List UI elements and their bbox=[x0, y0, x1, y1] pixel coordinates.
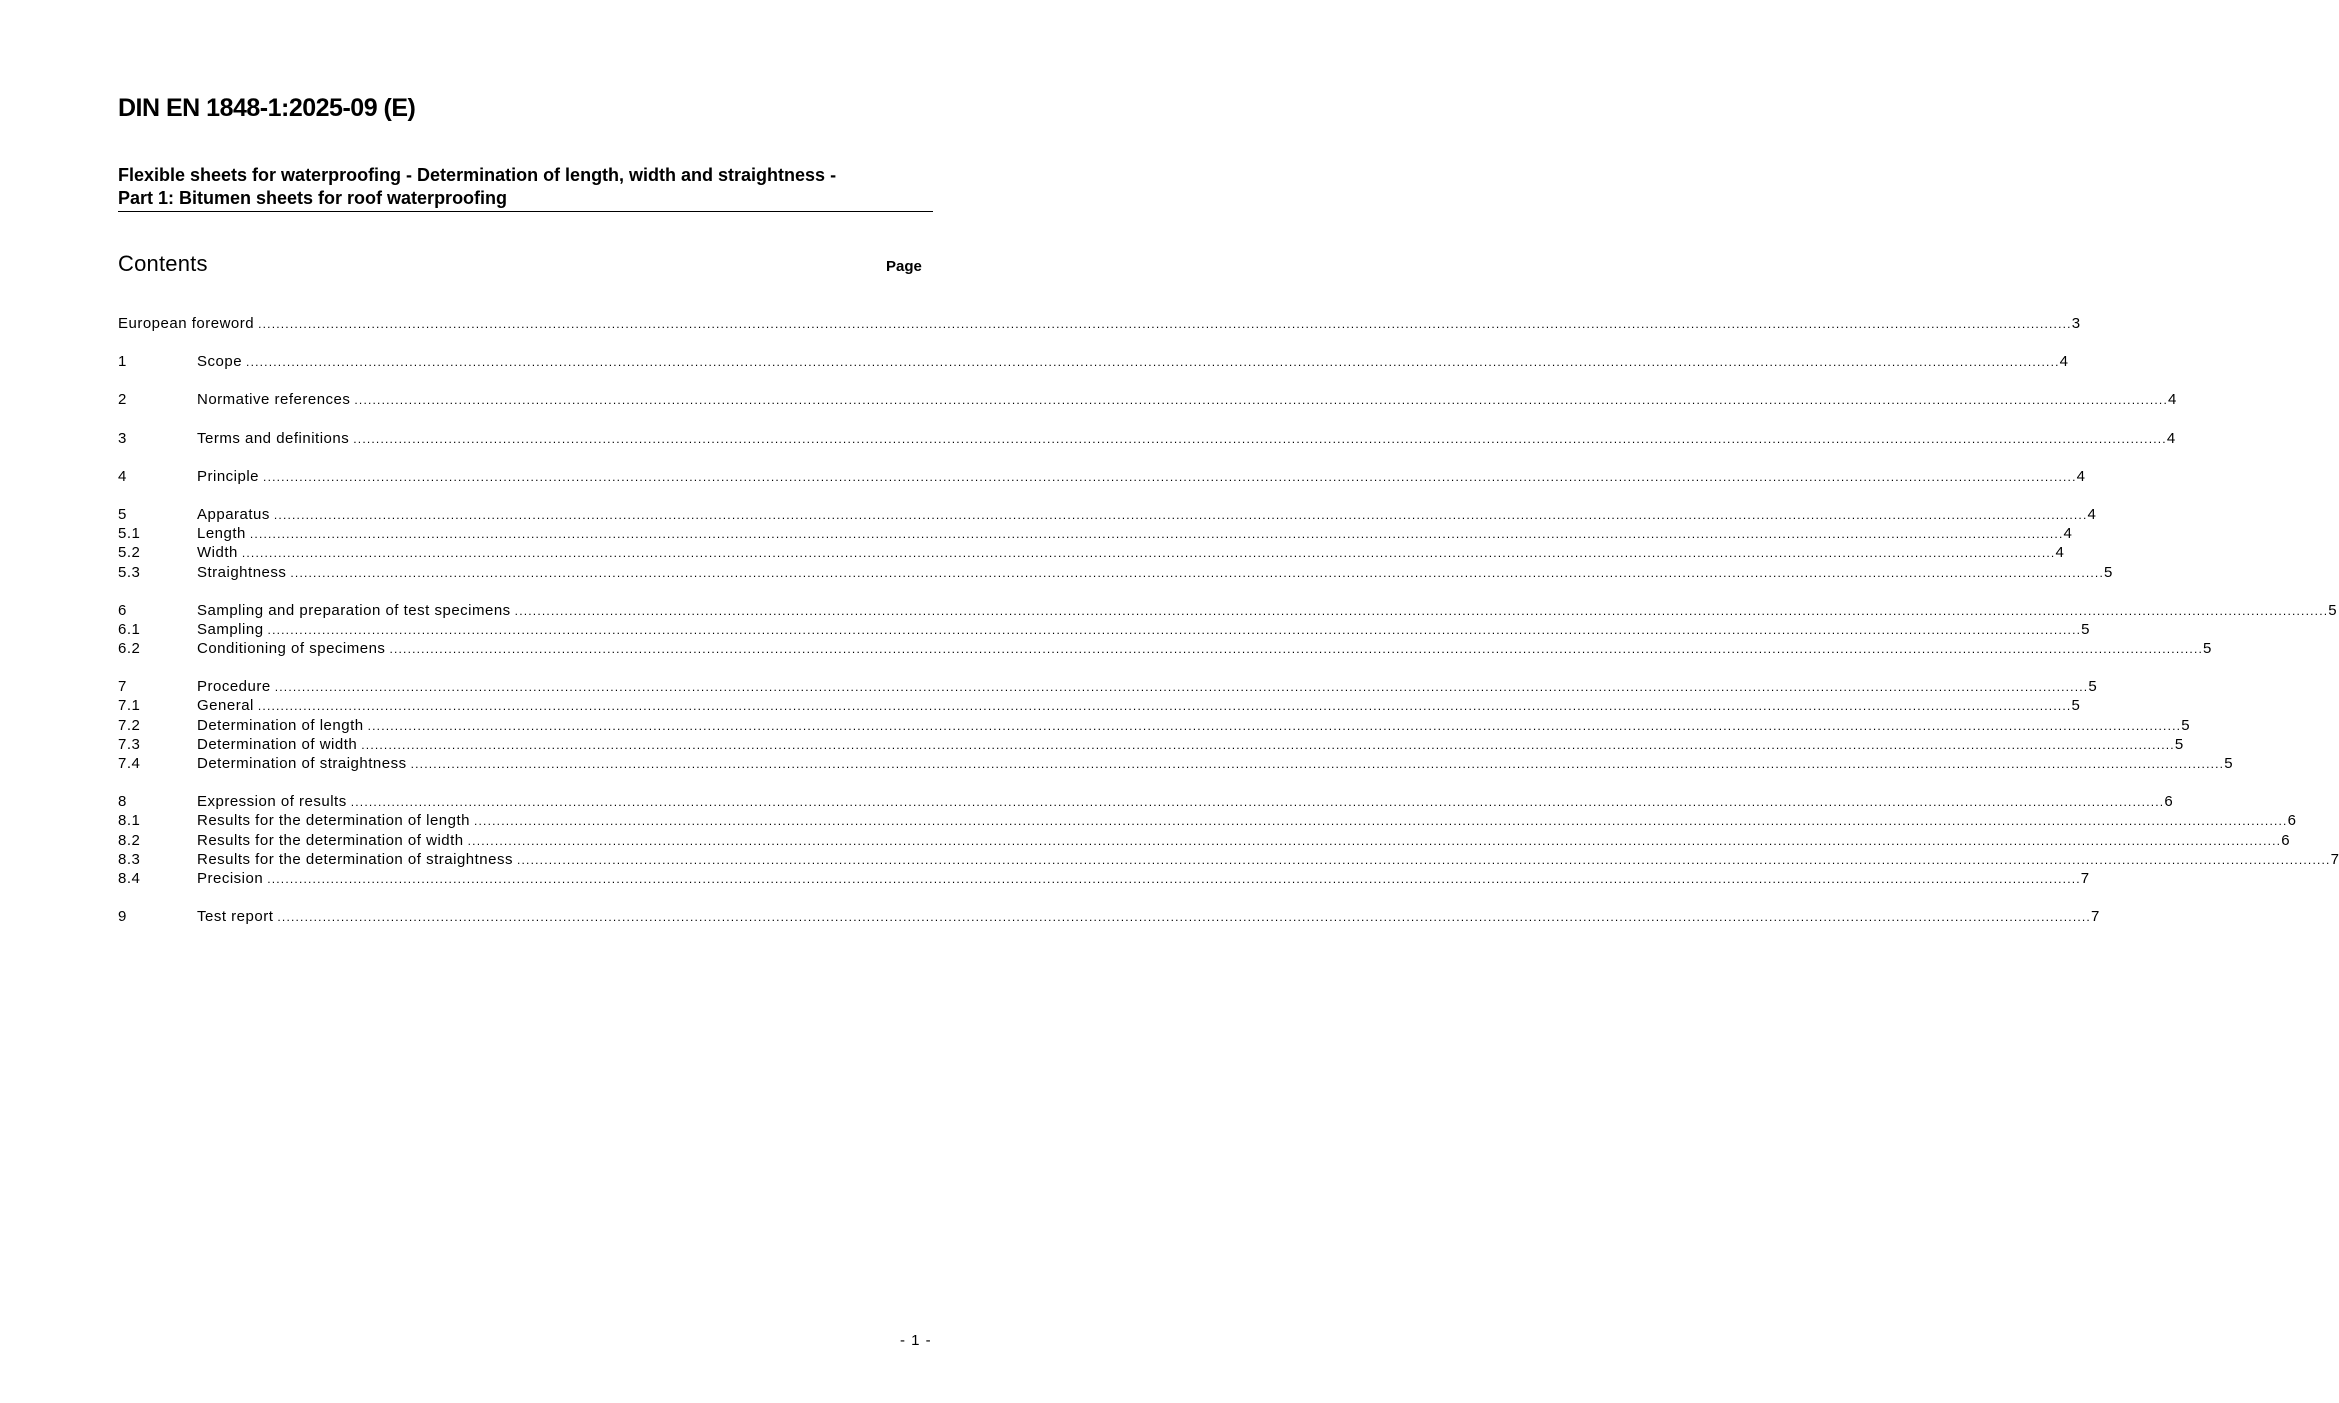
document-id: DIN EN 1848-1:2025-09 (E) bbox=[118, 94, 416, 122]
toc-entry-title: Results for the determination of length bbox=[197, 812, 470, 830]
toc-entry-page: 4 bbox=[2059, 353, 2069, 371]
toc-dot-leader: ................................................................................................................................................................................................................................................................................................................................................................................................................ bbox=[274, 680, 2089, 695]
toc-entry[interactable] bbox=[118, 601, 2338, 620]
toc-entry-number: 4 bbox=[118, 467, 127, 485]
toc-entry[interactable] bbox=[118, 639, 2212, 658]
toc-entry[interactable] bbox=[118, 696, 2081, 715]
toc-entry-page: 7 bbox=[2080, 869, 2090, 887]
contents-heading: Contents bbox=[118, 251, 208, 276]
toc-dot-leader: ................................................................................................................................................................................................................................................................................................................................................................................................................ bbox=[257, 699, 2072, 714]
document-title bbox=[118, 164, 933, 212]
toc-entry-page: 7 bbox=[2090, 908, 2100, 926]
toc-entry-title: Determination of straightness bbox=[197, 755, 407, 772]
toc-entry-page: 4 bbox=[2087, 505, 2097, 523]
toc-entry-page: 5 bbox=[2181, 716, 2191, 734]
toc-entry-title: Test report bbox=[197, 908, 274, 926]
toc-entry-page: 6 bbox=[2281, 831, 2291, 849]
toc-entry[interactable] bbox=[118, 716, 2191, 735]
toc-entry-number: 7.4 bbox=[118, 755, 141, 772]
toc-entry-page: 4 bbox=[2055, 544, 2065, 562]
toc-entry-number: 7.3 bbox=[118, 735, 141, 753]
toc-entry-title: Principle bbox=[197, 467, 260, 485]
toc-entry-number: 8.3 bbox=[118, 850, 141, 868]
toc-entry[interactable] bbox=[118, 831, 2291, 850]
toc-entry-title: Results for the determination of width bbox=[197, 831, 464, 849]
toc-entry-title: Results for the determination of straightness bbox=[197, 850, 513, 868]
toc-dot-leader: ................................................................................................................................................................................................................................................................................................................................................................................................................ bbox=[249, 527, 2064, 542]
toc-entry-number: 8.4 bbox=[118, 869, 141, 887]
toc-dot-leader: ................................................................................................................................................................................................................................................................................................................................................................................................................ bbox=[473, 814, 2288, 829]
toc-entry[interactable] bbox=[118, 467, 2086, 486]
toc-entry-page: 6 bbox=[2164, 793, 2174, 811]
toc-entry-number: 8 bbox=[118, 793, 127, 811]
toc-dot-leader: ................................................................................................................................................................................................................................................................................................................................................................................................................ bbox=[354, 393, 2168, 408]
toc-dot-leader: ................................................................................................................................................................................................................................................................................................................................................................................................................ bbox=[267, 622, 2082, 637]
toc-entry-number: 3 bbox=[118, 429, 127, 447]
toc-entry-number: 5.3 bbox=[118, 563, 141, 581]
toc-entry[interactable] bbox=[118, 524, 2073, 543]
table-of-contents bbox=[118, 314, 2339, 926]
toc-entry-title: Determination of width bbox=[197, 735, 358, 753]
toc-entry-title: Procedure bbox=[197, 678, 271, 696]
toc-entry-page: 5 bbox=[2071, 697, 2081, 715]
toc-entry-page: 5 bbox=[2203, 640, 2212, 658]
toc-dot-leader: ................................................................................................................................................................................................................................................................................................................................................................................................................ bbox=[246, 355, 2060, 370]
toc-entry-title: European foreword bbox=[118, 315, 255, 332]
toc-entry-title: Apparatus bbox=[197, 505, 270, 523]
toc-dot-leader: ................................................................................................................................................................................................................................................................................................................................................................................................................ bbox=[514, 603, 2329, 618]
toc-entry-number: 8.1 bbox=[118, 812, 141, 830]
title-line-2: Part 1: Bitumen sheets for roof waterproofing bbox=[118, 188, 508, 208]
toc-entry[interactable] bbox=[118, 850, 2339, 869]
toc-entry[interactable] bbox=[118, 352, 2069, 371]
toc-entry-title: Length bbox=[197, 525, 246, 543]
toc-entry-title: Expression of results bbox=[197, 793, 347, 811]
toc-entry-number: 6.2 bbox=[118, 640, 141, 658]
toc-entry-page: 7 bbox=[2330, 850, 2339, 868]
toc-entry-page: 4 bbox=[2063, 525, 2073, 543]
toc-entry-title: Precision bbox=[197, 869, 264, 887]
toc-entry-number: 2 bbox=[118, 391, 127, 409]
toc-entry-page: 3 bbox=[2071, 315, 2081, 332]
toc-dot-leader: ................................................................................................................................................................................................................................................................................................................................................................................................................ bbox=[241, 546, 2056, 561]
toc-entry-page: 5 bbox=[2088, 678, 2098, 696]
toc-entry-title: Sampling bbox=[197, 620, 264, 638]
toc-dot-leader: ................................................................................................................................................................................................................................................................................................................................................................................................................ bbox=[267, 871, 2081, 886]
toc-entry-title: Sampling and preparation of test specimens bbox=[197, 601, 511, 619]
toc-entry-title: Scope bbox=[197, 353, 243, 371]
toc-entry-page: 6 bbox=[2287, 812, 2297, 830]
toc-dot-leader: ................................................................................................................................................................................................................................................................................................................................................................................................................ bbox=[361, 737, 2175, 752]
toc-entry-number: 1 bbox=[118, 353, 127, 371]
toc-entry-number: 6 bbox=[118, 601, 127, 619]
toc-entry-title: Determination of length bbox=[197, 716, 364, 734]
toc-entry[interactable] bbox=[118, 754, 2234, 773]
toc-dot-leader: ................................................................................................................................................................................................................................................................................................................................................................................................................ bbox=[516, 852, 2331, 867]
toc-entry-title: Terms and definitions bbox=[197, 429, 350, 447]
toc-dot-leader: ................................................................................................................................................................................................................................................................................................................................................................................................................ bbox=[467, 833, 2282, 848]
toc-entry-number: 6.1 bbox=[118, 620, 141, 638]
toc-entry[interactable] bbox=[118, 620, 2090, 639]
toc-entry-number: 7.2 bbox=[118, 716, 141, 734]
toc-entry[interactable] bbox=[118, 505, 2097, 524]
toc-dot-leader: ................................................................................................................................................................................................................................................................................................................................................................................................................ bbox=[353, 431, 2167, 446]
toc-entry-page: 5 bbox=[2174, 735, 2184, 753]
toc-entry-page: 4 bbox=[2166, 429, 2176, 447]
toc-dot-leader: ................................................................................................................................................................................................................................................................................................................................................................................................................ bbox=[367, 718, 2182, 733]
toc-entry-title: Width bbox=[197, 544, 238, 562]
toc-entry-number: 7.1 bbox=[118, 697, 141, 715]
toc-entry[interactable] bbox=[118, 811, 2297, 830]
toc-entry-number: 5.2 bbox=[118, 544, 141, 562]
toc-dot-leader: ................................................................................................................................................................................................................................................................................................................................................................................................................ bbox=[263, 469, 2077, 484]
toc-entry-number: 9 bbox=[118, 908, 127, 926]
toc-dot-leader: ................................................................................................................................................................................................................................................................................................................................................................................................................ bbox=[389, 642, 2204, 657]
toc-entry-page: 4 bbox=[2167, 391, 2177, 409]
toc-entry[interactable] bbox=[118, 869, 2090, 888]
toc-entry-title: General bbox=[197, 697, 254, 715]
toc-entry[interactable] bbox=[118, 390, 2177, 409]
toc-dot-leader: ................................................................................................................................................................................................................................................................................................................................................................................................................ bbox=[273, 507, 2088, 522]
toc-entry-number: 8.2 bbox=[118, 831, 141, 849]
toc-entry[interactable] bbox=[118, 677, 2098, 696]
toc-entry[interactable] bbox=[118, 735, 2184, 754]
toc-entry-page: 4 bbox=[2076, 467, 2086, 485]
toc-entry[interactable] bbox=[118, 792, 2174, 811]
page-number: - 1 - bbox=[900, 1332, 932, 1349]
toc-entry-title: Conditioning of specimens bbox=[197, 640, 386, 658]
toc-dot-leader: ................................................................................................................................................................................................................................................................................................................................................................................................................ bbox=[277, 910, 2091, 925]
toc-entry-page: 5 bbox=[2103, 563, 2113, 581]
toc-entry[interactable] bbox=[118, 563, 2113, 582]
toc-entry-number: 5.1 bbox=[118, 525, 141, 543]
toc-dot-leader: ................................................................................................................................................................................................................................................................................................................................................................................................................ bbox=[258, 317, 2072, 331]
toc-entry[interactable] bbox=[118, 314, 2081, 333]
toc-dot-leader: ................................................................................................................................................................................................................................................................................................................................................................................................................ bbox=[410, 757, 2225, 771]
toc-entry-number: 7 bbox=[118, 678, 127, 696]
toc-entry[interactable] bbox=[118, 543, 2065, 562]
toc-entry[interactable] bbox=[118, 429, 2176, 448]
title-line-1: Flexible sheets for waterproofing - Determination of length, width and straightness - bbox=[118, 165, 837, 185]
toc-entry-page: 5 bbox=[2081, 620, 2090, 638]
toc-entry-page: 5 bbox=[2224, 755, 2234, 772]
page-column-heading: Page bbox=[886, 258, 922, 275]
toc-entry-title: Normative references bbox=[197, 391, 351, 409]
toc-entry-page: 5 bbox=[2328, 601, 2338, 619]
toc-entry[interactable] bbox=[118, 907, 2100, 926]
toc-dot-leader: ................................................................................................................................................................................................................................................................................................................................................................................................................ bbox=[290, 565, 2104, 580]
toc-entry-title: Straightness bbox=[197, 563, 287, 581]
toc-dot-leader: ................................................................................................................................................................................................................................................................................................................................................................................................................ bbox=[350, 795, 2165, 810]
toc-entry-number: 5 bbox=[118, 505, 127, 523]
